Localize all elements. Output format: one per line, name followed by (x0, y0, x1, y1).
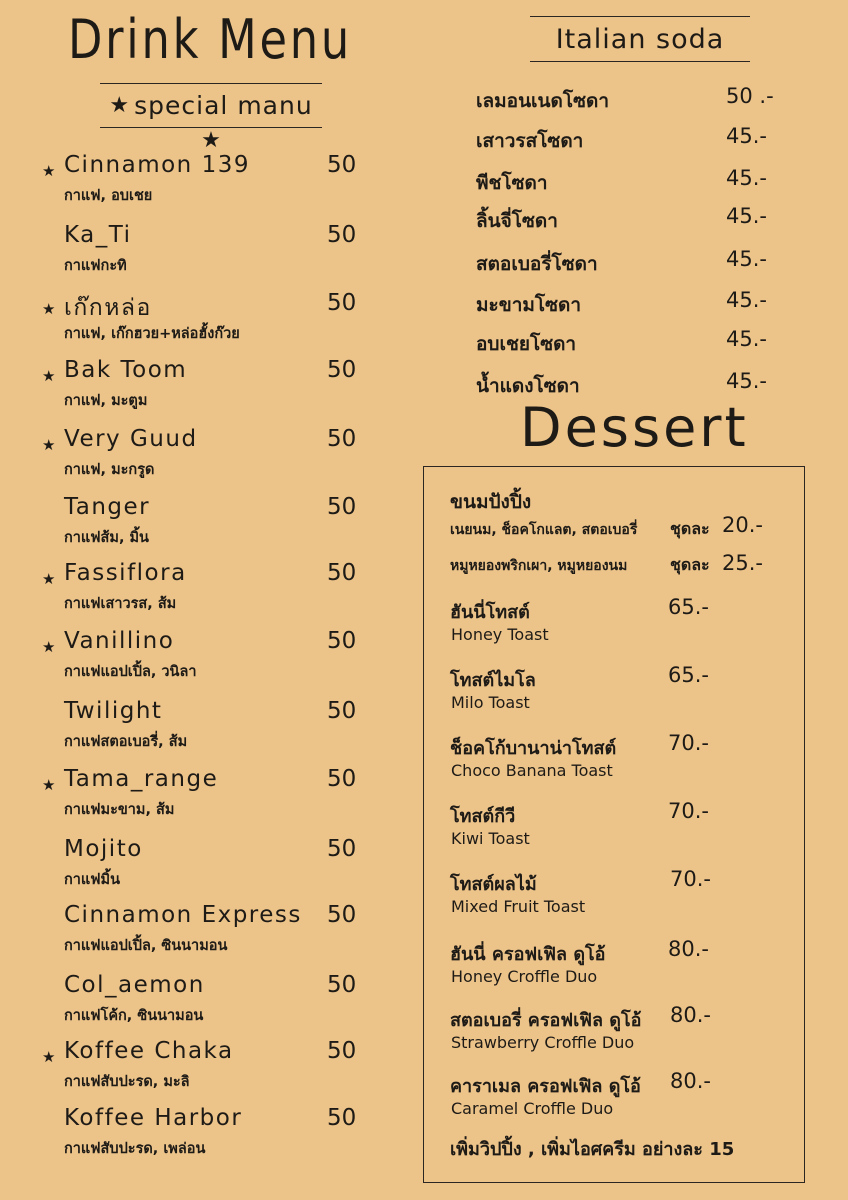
star-icon: ★ (42, 436, 56, 454)
drink-description: กาแฟ, มะตูม (64, 393, 148, 409)
star-icon: ★ (201, 128, 221, 153)
drink-name: Koffee Chaka (64, 1038, 234, 1064)
drink-name: Cinnamon Express (64, 902, 302, 928)
drink-description: กาแฟสับปะรด, เพล่อน (64, 1141, 206, 1157)
drink-description: กาแฟกะทิ (64, 258, 127, 274)
drink-description: กาแฟ, มะกรูด (64, 462, 155, 478)
drink-name: Bak Toom (64, 357, 188, 383)
dessert-name-english: Honey Croffle Duo (451, 967, 598, 986)
dessert-name-english: Mixed Fruit Toast (451, 897, 586, 916)
dessert-name-thai: ช็อคโก้บานาน่าโทสต์ (450, 738, 617, 759)
drink-item (40, 902, 370, 962)
dessert-name-thai: สตอเบอรี่ ครอฟเฟิล ดูโอ้ (450, 1010, 642, 1031)
bread-set-unit: ชุดละ (670, 519, 710, 538)
dessert-name-thai: โทสต์กีวี (450, 806, 516, 827)
dessert-price: 70.- (668, 731, 709, 755)
drink-name: Tanger (64, 494, 151, 520)
drink-name: Mojito (64, 836, 143, 862)
drink-item (40, 972, 370, 1032)
drink-price: 50 (327, 766, 357, 792)
dessert-name-english: Strawberry Croffle Duo (451, 1033, 635, 1052)
drink-name: Ka_Ti (64, 222, 132, 248)
star-icon: ★ (42, 776, 56, 794)
drink-name: Vanillino (64, 628, 175, 654)
soda-name: เลมอนเนดโซดา (476, 90, 609, 112)
drink-item (40, 836, 370, 896)
drink-price: 50 (327, 152, 357, 178)
dessert-name-thai: ฮันนี่ ครอฟเฟิล ดูโอ้ (450, 944, 606, 965)
drink-item (40, 628, 370, 688)
drink-item (40, 222, 370, 282)
drink-name: Col_aemon (64, 972, 205, 998)
dessert-name-english: Honey Toast (451, 625, 549, 644)
soda-price: 45.- (726, 124, 767, 148)
dessert-name-thai: โทสต์ผลไม้ (450, 874, 537, 895)
dessert-name-english: Kiwi Toast (451, 829, 530, 848)
dessert-price: 65.- (668, 595, 709, 619)
soda-price: 45.- (726, 369, 767, 393)
bread-heading: ขนมปังปิ้ง (450, 491, 532, 513)
drink-price: 50 (327, 628, 357, 654)
soda-item (476, 86, 776, 116)
drink-item (40, 766, 370, 826)
bread-set-price: 25.- (722, 551, 763, 575)
dessert-price: 80.- (670, 1069, 711, 1093)
drink-name: Cinnamon 139 (64, 152, 250, 178)
soda-price: 45.- (726, 327, 767, 351)
drink-price: 50 (327, 426, 357, 452)
star-icon: ★ (42, 367, 56, 385)
drink-name: เก๊กหล่อ (64, 295, 152, 321)
soda-bottom-rule (530, 61, 750, 62)
drink-description: กาแฟ, เก๊กฮวย+หล่อฮั้งก๊วย (64, 326, 240, 342)
dessert-name-thai: คาราเมล ครอฟเฟิล ดูโอ้ (450, 1076, 641, 1097)
drink-name: Fassiflora (64, 560, 187, 586)
dessert-price: 80.- (670, 1003, 711, 1027)
drink-description: กาแฟ, อบเชย (64, 188, 153, 204)
soda-item (476, 290, 776, 320)
soda-item (476, 168, 776, 198)
drink-name: Koffee Harbor (64, 1105, 243, 1131)
drink-price: 50 (327, 1038, 357, 1064)
star-icon: ★ (42, 300, 56, 318)
dessert-title: Dessert (520, 396, 749, 459)
dessert-footer-note: เพิ่มวิปปิ้ง , เพิ่มไอศครีม อย่างละ 15 (450, 1139, 735, 1160)
drink-item (40, 152, 370, 212)
drink-name: Twilight (64, 698, 163, 724)
soda-price: 45.- (726, 288, 767, 312)
drink-price: 50 (327, 1105, 357, 1131)
drink-item (40, 494, 370, 554)
dessert-price: 70.- (668, 799, 709, 823)
drink-price: 50 (327, 357, 357, 383)
star-icon: ★ (42, 162, 56, 180)
drink-description: กาแฟสับปะรด, มะลิ (64, 1074, 190, 1090)
soda-name: เสาวรสโซดา (476, 130, 584, 152)
drink-menu-title: Drink Menu (68, 8, 352, 71)
soda-price: 45.- (726, 204, 767, 228)
dessert-name-english: Choco Banana Toast (451, 761, 613, 780)
star-icon: ★ (42, 638, 56, 656)
soda-item (476, 249, 776, 279)
drink-price: 50 (327, 560, 357, 586)
soda-name: พีชโซดา (476, 172, 548, 194)
subtitle-bottom-rule (100, 127, 322, 128)
drink-description: กาแฟมะขาม, ส้ม (64, 802, 175, 818)
soda-price: 50 .- (726, 84, 774, 108)
dessert-box (423, 466, 805, 1183)
dessert-name-thai: โทสต์ไมโล (450, 670, 536, 691)
drink-price: 50 (327, 494, 357, 520)
drink-item (40, 560, 370, 620)
soda-item (476, 329, 776, 359)
dessert-price: 80.- (668, 937, 709, 961)
soda-name: มะขามโซดา (476, 294, 582, 316)
drink-item (40, 290, 370, 350)
drink-item (40, 698, 370, 758)
drink-item (40, 1038, 370, 1098)
dessert-name-thai: ฮันนี่โทสต์ (450, 602, 530, 623)
italian-soda-title: Italian soda (555, 24, 725, 55)
drink-name: Tama_range (64, 766, 219, 792)
soda-item (476, 206, 776, 236)
dessert-price: 65.- (668, 663, 709, 687)
dessert-name-english: Caramel Croffle Duo (451, 1099, 614, 1118)
bread-set-name: เนยนม, ช็อคโกแลต, สตอเบอรี่ (450, 522, 638, 538)
drink-item (40, 357, 370, 417)
drink-price: 50 (327, 698, 357, 724)
soda-price: 45.- (726, 247, 767, 271)
drink-price: 50 (327, 290, 357, 316)
drink-price: 50 (327, 222, 357, 248)
soda-name: น้ำแดงโซดา (476, 375, 580, 397)
soda-name: อบเชยโซดา (476, 333, 577, 355)
soda-name: ลิ้นจี่โซดา (476, 210, 558, 232)
bread-set-price: 20.- (722, 513, 763, 537)
drink-description: กาแฟแอปเปิ้ล, ซินนามอน (64, 938, 228, 954)
drink-price: 50 (327, 836, 357, 862)
star-icon: ★ (109, 93, 130, 118)
bread-set-unit: ชุดละ (670, 555, 710, 574)
drink-description: กาแฟเสาวรส, ส้ม (64, 596, 177, 612)
soda-item (476, 126, 776, 156)
dessert-price: 70.- (670, 867, 711, 891)
drink-price: 50 (327, 902, 357, 928)
drink-name: Very Guud (64, 426, 198, 452)
dessert-name-english: Milo Toast (451, 693, 530, 712)
drink-description: กาแฟโค้ก, ซินนามอน (64, 1008, 204, 1024)
drink-description: กาแฟสตอเบอรี่, ส้ม (64, 734, 188, 750)
drink-description: กาแฟส้ม, มิ้น (64, 530, 149, 546)
bread-set-name: หมูหยองพริกเผา, หมูหยองนม (450, 558, 628, 574)
drink-item (40, 426, 370, 486)
drink-item (40, 1105, 370, 1165)
drink-description: กาแฟมิ้น (64, 872, 121, 888)
special-menu-heading (100, 84, 322, 153)
special-menu-label: special manu (134, 91, 313, 120)
soda-name: สตอเบอรี่โซดา (476, 253, 598, 275)
star-icon: ★ (42, 570, 56, 588)
drink-description: กาแฟแอปเปิ้ล, วนิลา (64, 664, 197, 680)
soda-price: 45.- (726, 166, 767, 190)
star-icon: ★ (42, 1048, 56, 1066)
drink-price: 50 (327, 972, 357, 998)
